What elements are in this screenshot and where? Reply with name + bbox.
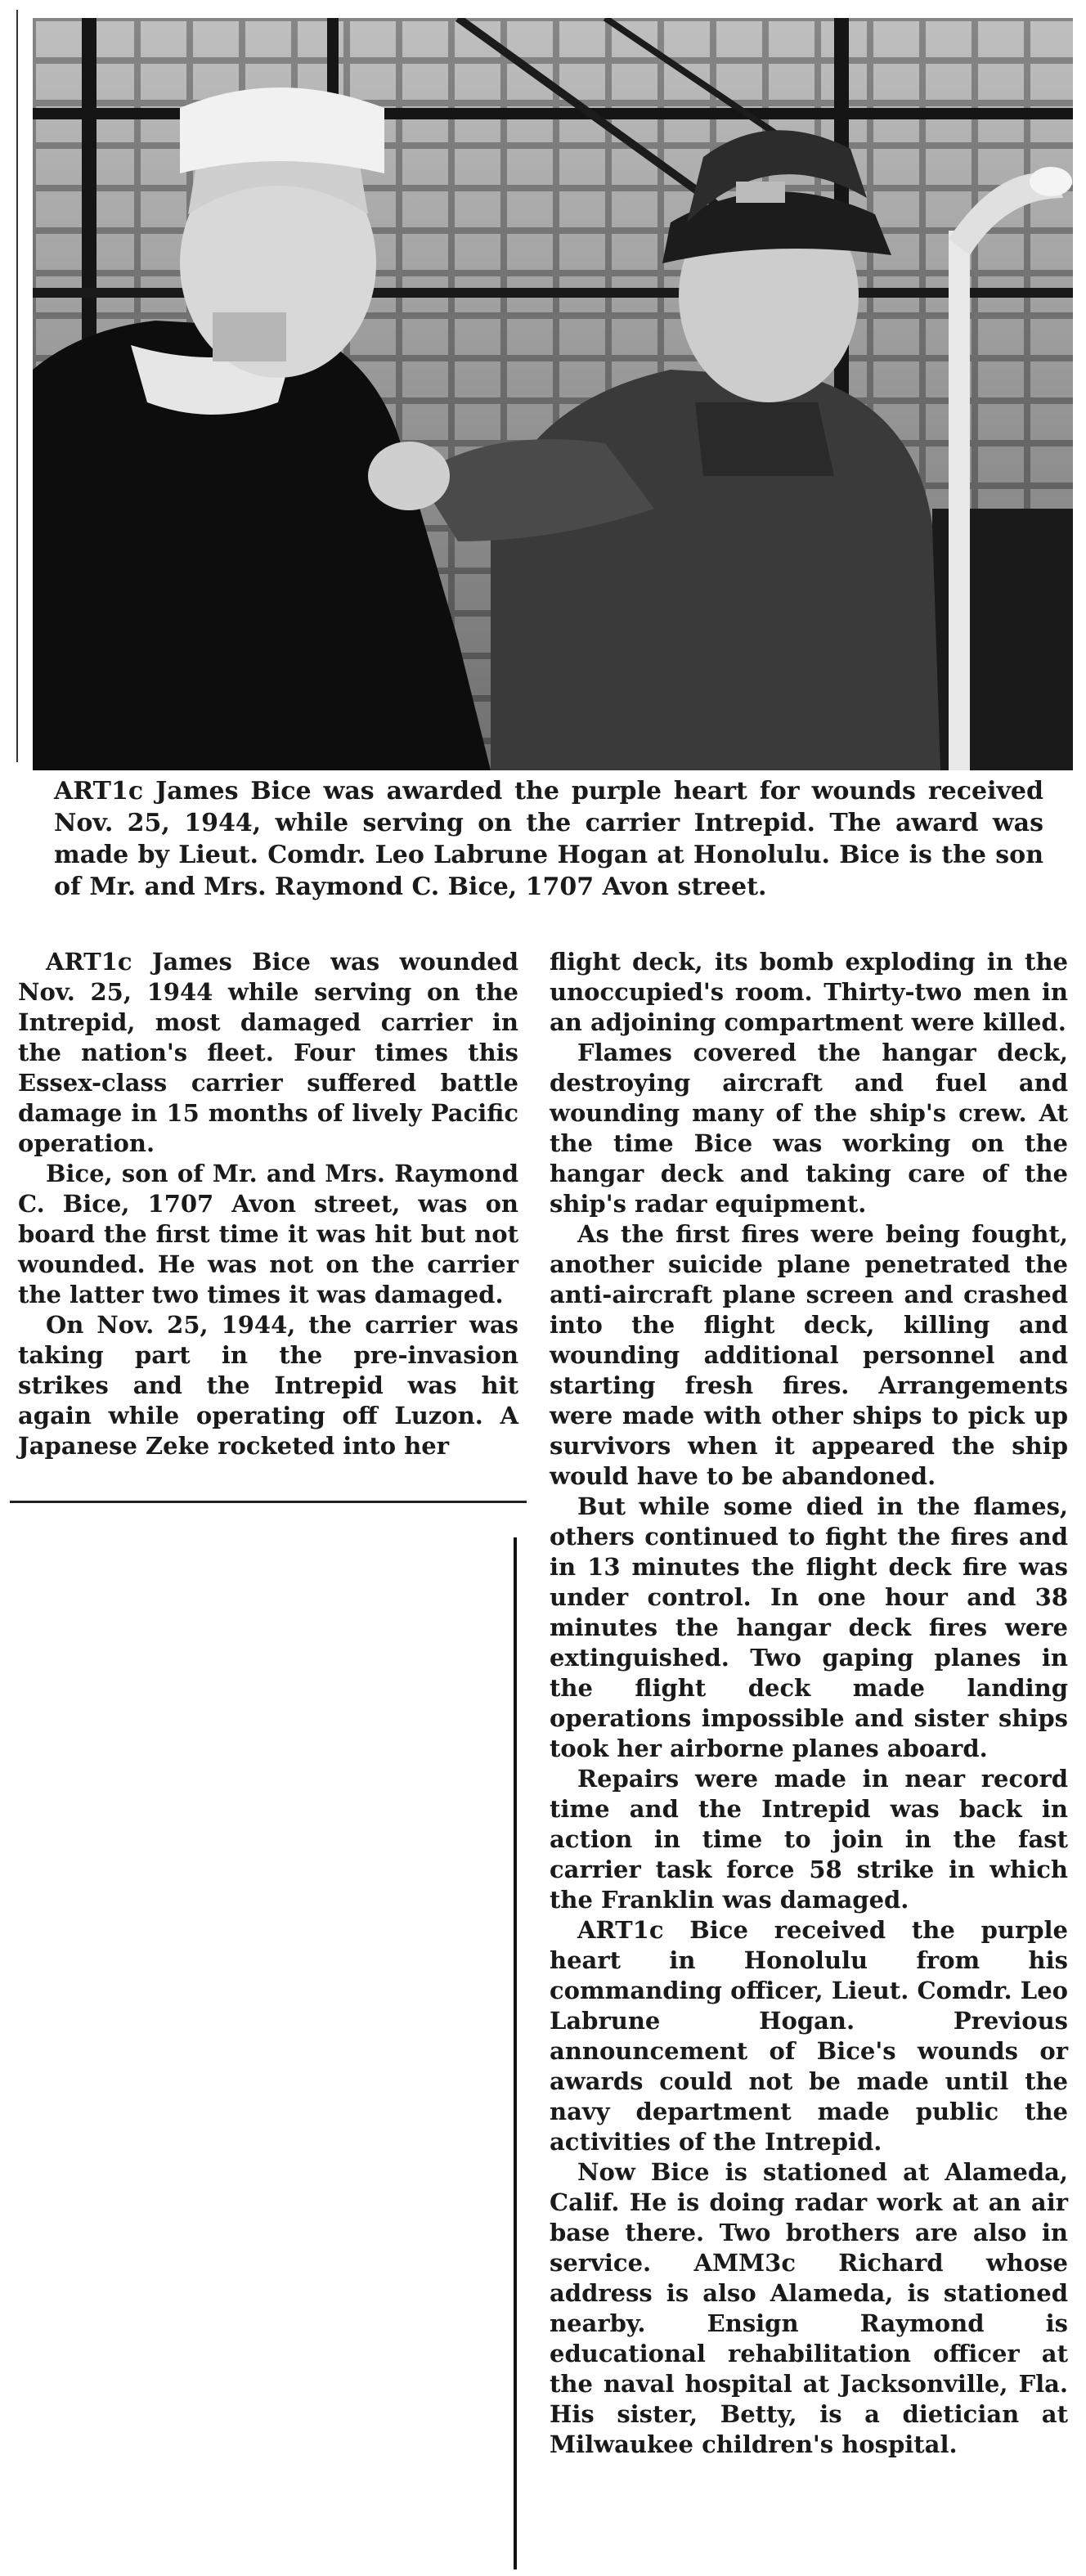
caption-lead: ART1c James Bice xyxy=(54,777,312,806)
article-paragraph: As the first fires were being fought, another suicide plane penetrated the anti-aircraft plane screen and crashed into the flight deck, killing and wounding additional personnel and starting fresh fires. Arrangements were made with other ships to pick up survivors when it appeared the ship would have to be abandoned. xyxy=(550,1220,1068,1490)
article-column-1 xyxy=(18,947,518,1461)
article-paragraph: flight deck, its bomb exploding in the unoccupied's room. Thirty-two men in an adjoining compartment were killed. xyxy=(550,948,1068,1036)
article-paragraph: But while some died in the flames, others continued to fight the fires and in 13 minutes the flight deck fire was under control. In one hour and 38 minutes the hangar deck fires were extinguished. Two gaping planes in the flight deck made landing operations impossible and sister ships took her airborne planes aboard. xyxy=(550,1492,1068,1762)
article-paragraph: Now Bice is stationed at Alameda, Calif. He is doing radar work at an air base there. Two brothers are also in service. AMM3c Richard whose address is also Alameda, is stationed nearby. Ensign Raymond is educational rehabilitation officer at the naval hospital at Jacksonville, Fla. His sister, Betty, is a dietician at Milwaukee children's hospital. xyxy=(550,2158,1068,2458)
clipping-edge xyxy=(16,10,18,762)
article-paragraph: Repairs were made in near record time and the Intrepid was back in action in time to join in the fast carrier task force 58 strike in which the Franklin was damaged. xyxy=(550,1765,1068,1914)
news-photo xyxy=(33,18,1073,770)
column-divider-horizontal xyxy=(10,1501,527,1503)
article-paragraph: ART1c Bice received the purple heart in Honolulu from his commanding officer, Lieut. Comdr. Leo Labrune Hogan. Previous announcement of Bice's wounds or awards could not be made until the navy department made public the activities of the Intrepid. xyxy=(550,1916,1068,2156)
article-paragraph: ART1c James Bice was wounded Nov. 25, 1944 while serving on the Intrepid, most damaged carrier in the nation's fleet. Four times this Essex-class carrier suffered battle damage in 15 months of lively Pacific operation. xyxy=(18,948,518,1157)
article-paragraph: On Nov. 25, 1944, the carrier was taking part in the pre-invasion strikes and the Intrepid was hit again while operating off Luzon. A Japanese Zeke rocketed into her xyxy=(18,1311,518,1460)
article-paragraph: Flames covered the hangar deck, destroying aircraft and fuel and wounding many of the ship's crew. At the time Bice was working on the hangar deck and taking care of the ship's radar equipment. xyxy=(550,1039,1068,1218)
article-column-2 xyxy=(550,947,1068,2460)
photo-caption xyxy=(54,775,1043,903)
caption-text: was awarded the purple heart for wounds received Nov. 25, 1944, while serving on the carrier Intrepid. The award was made by Lieut. Comdr. Leo Labrune Hogan at Honolulu. Bice is the son of Mr. and Mrs. Raymond C. Bice, 1707 Avon street. xyxy=(54,777,1043,901)
photo-illustration xyxy=(33,18,1073,770)
article-paragraph: Bice, son of Mr. and Mrs. Raymond C. Bice, 1707 Avon street, was on board the first time it was hit but not wounded. He was not on the carrier the latter two times it was damaged. xyxy=(18,1160,518,1308)
column-divider-vertical xyxy=(514,1537,517,2569)
